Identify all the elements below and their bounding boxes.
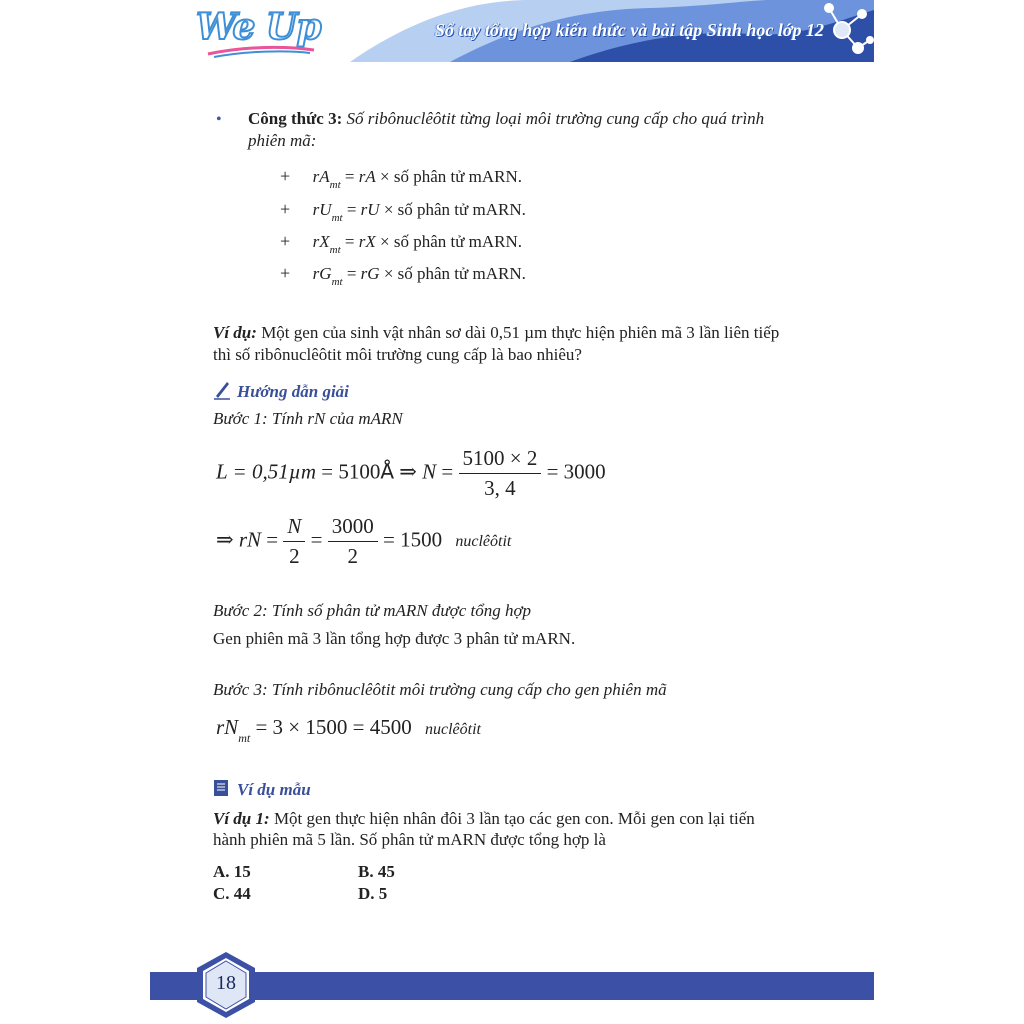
step2-title: Bước 2: Tính số phân tử mARN được tổng hợp	[213, 601, 532, 620]
option-d: D. 5	[358, 884, 388, 903]
pencil-icon	[213, 380, 231, 400]
page-number: 18	[216, 972, 236, 994]
sample-label: Ví dụ 1:	[213, 809, 270, 828]
bullet: •	[216, 111, 222, 128]
step2-text: Gen phiên mã 3 lần tổng hợp được 3 phân tử mARN.	[213, 629, 576, 648]
formula-item-a: + $rA_{mt}$ = rA × số phân tử mARN.	[280, 166, 523, 191]
example-line2: thì số ribônuclêôtit môi trường cung cấp là bao nhiêu?	[213, 345, 582, 364]
molecule-icon	[814, 0, 874, 62]
option-c: C. 44	[213, 884, 251, 903]
sample-heading: Ví dụ mẫu	[237, 780, 311, 799]
book-title: Sổ tay tổng hợp kiến thức và bài tập Sinh học lớp 12	[434, 20, 824, 40]
option-b: B. 45	[358, 862, 395, 881]
sample-line2: hành phiên mã 5 lần. Số phân tử mARN được tổng hợp là	[213, 830, 606, 849]
page-header	[150, 0, 874, 62]
guide-heading: Hướng dẫn giải	[237, 382, 349, 401]
weup-logo: We Up	[196, 6, 321, 48]
step3-title: Bước 3: Tính ribônuclêôtit môi trường cung cấp cho gen phiên mã	[213, 680, 667, 699]
sample-line1: Ví dụ 1: Một gen thực hiện nhân đôi 3 lần tạo các gen con. Mỗi gen con lại tiến	[213, 809, 755, 828]
fraction: $\frac{5100 \times 2}{3, 4}$	[459, 446, 542, 501]
formula3-line1	[248, 108, 764, 130]
formula3-desc: Số ribônuclêôtit từng loại môi trường cung cấp cho quá trình	[346, 109, 765, 128]
formula3-desc-line2: phiên mã:	[248, 131, 317, 150]
formula-item-x: + $rX_{mt}$ = rX × số phân tử mARN.	[280, 231, 523, 256]
example-line1: Ví dụ: Một gen của sinh vật nhân sơ dài 0,51 µm thực hiện phiên mã 3 lần liên tiếp	[213, 323, 780, 342]
step1-title: Bước 1: Tính rN của mARN	[213, 409, 403, 428]
formula-item-u: + $rU_{mt}$ = rU × số phân tử mARN.	[280, 199, 526, 224]
formula3-label: Công thức 3:	[248, 109, 343, 128]
fraction: $\frac{3000}{2}$	[328, 514, 378, 569]
option-a: A. 15	[213, 862, 251, 881]
equation-3: $rN_{mt} = 3 \times 1500 = 4500$ nuclêôtit	[216, 715, 481, 745]
logo-swoosh	[206, 44, 316, 58]
book-icon	[213, 779, 229, 797]
equation-2: ⇒ rN = $\frac{N}{2}$ = $\frac{3000}{2}$ = 1500 nuclêôtit	[216, 514, 512, 568]
example-label: Ví dụ:	[213, 323, 257, 342]
fraction: $\frac{N}{2}$	[283, 514, 305, 569]
formula-item-g: + $rG_{mt}$ = rG × số phân tử mARN.	[280, 263, 526, 288]
equation-1: L = 0,51µm = 5100Å ⇒ N = $\frac{5100 \times 2}{3, 4}$ = 3000	[216, 446, 606, 500]
